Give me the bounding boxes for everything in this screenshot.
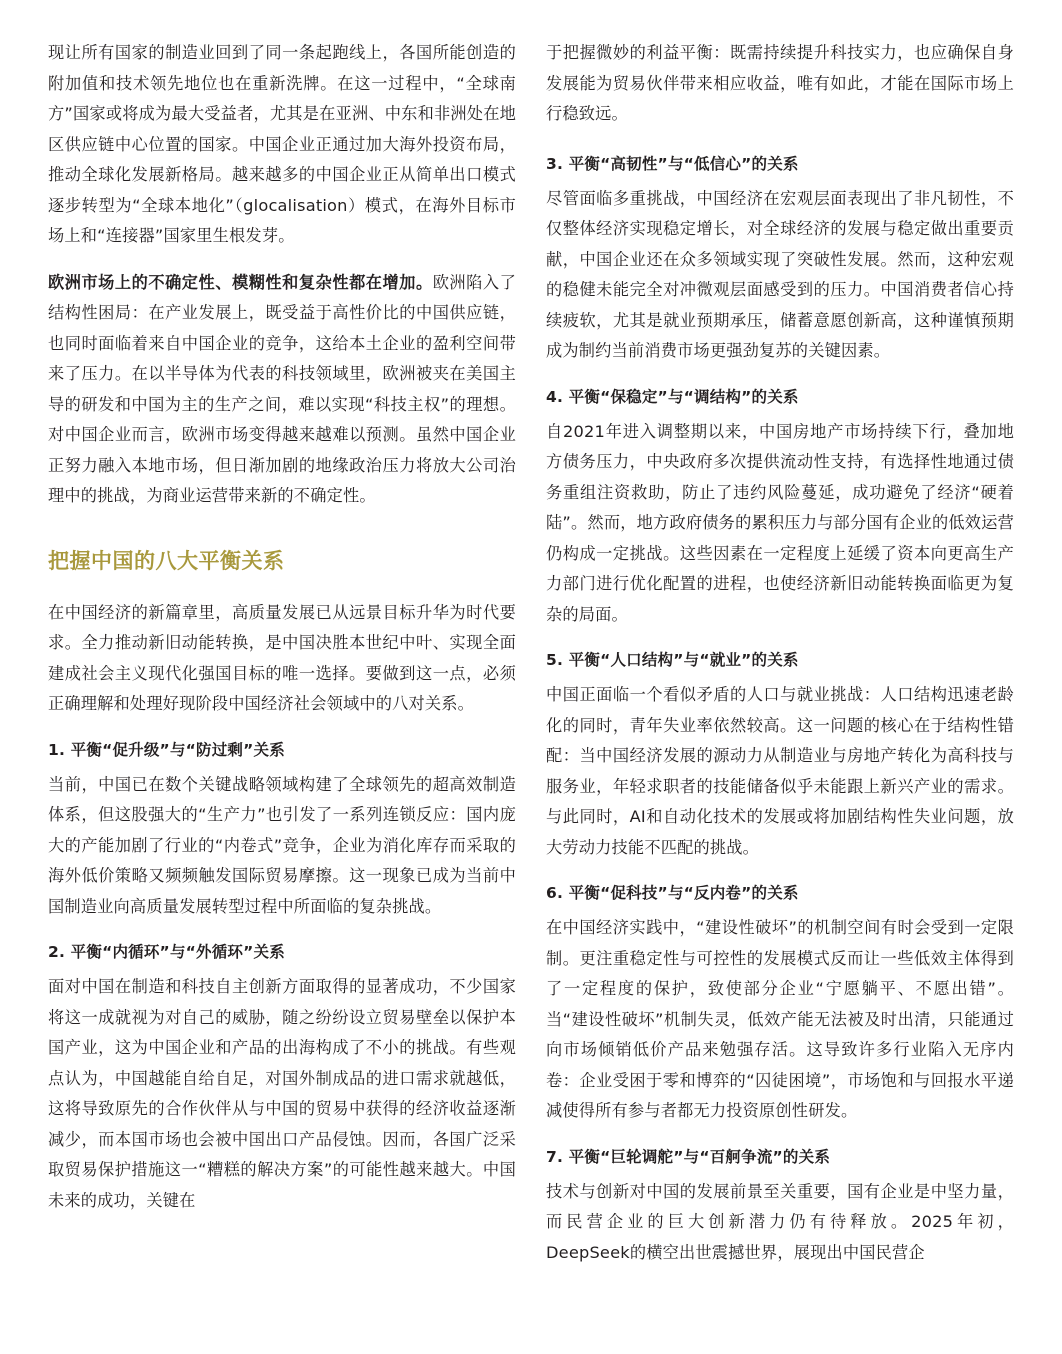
continued-paragraph: 于把握微妙的利益平衡：既需持续提升科技实力，也应确保自身发展能为贸易伙伴带来相应收益，唯有如此，才能在国际市场上行稳致远。 <box>546 43 1014 123</box>
body-paragraph: 现让所有国家的制造业回到了同一条起跑线上，各国所能创造的附加值和技术领先地位也在重新洗牌。在这一过程中，“全球南方”国家或将成为最大受益者，尤其是在亚洲、中东和非洲处在地区供应链中心位置的国家。中国企业正通过加大海外投资布局，推动全球化发展新格局。越来越多的中国企业正从简单出口模式逐步转型为“全球本地化”（glocalisation）模式，在海外目标市场上和“连接器”国家里生根发芽。 <box>48 43 516 245</box>
subheading-7-body: 技术与创新对中国的发展前景至关重要，国有企业是中坚力量，而民营企业的巨大创新潜力仍有待释放。2025年初，DeepSeek的横空出世震撼世界，展现出中国民营企 <box>546 1181 1014 1262</box>
subheading-1-body: 当前，中国已在数个关键战略领域构建了全球领先的超高效制造体系，但这股强大的“生产力”也引发了一系列连锁反应：国内庞大的产能加剧了行业的“内卷式”竞争，企业为消化库存而采取的海外低价策略又频频触发国际贸易摩擦。这一现象已成为当前中国制造业向高质量发展转型过程中所面临的复杂挑战。 <box>48 774 516 916</box>
paragraph-lead: 欧洲市场上的不确定性、模糊性和复杂性都在增加。 <box>48 272 433 292</box>
subheading-2-body: 面对中国在制造和科技自主创新方面取得的显著成功，不少国家将这一成就视为对自己的威胁，随之纷纷设立贸易壁垒以保护本国产业，这为中国企业和产品的出海构成了不小的挑战。有些观点认为，中国越能自给自足，对国外制成品的进口需求就越低，这将导致原先的合作伙伴从与中国的贸易中获得的经济收益逐渐减少，而本国市场也会被中国出口产品侵蚀。因而，各国广泛采取贸易保护措施这一“糟糕的解决方案”的可能性越来越大。中国未来的成功，关键在 <box>48 977 516 1210</box>
subheading-3-body: 尽管面临多重挑战，中国经济在宏观层面表现出了非凡韧性，不仅整体经济实现稳定增长，对全球经济的发展与稳定做出重要贡献，中国企业还在众多领域实现了突破性发展。然而，这种宏观的稳健未能完全对冲微观层面感受到的压力。中国消费者信心持续疲软，尤其是就业预期承压，储蓄意愿创新高，这种谨慎预期成为制约当前消费市场更强劲复苏的关键因素。 <box>546 188 1014 360</box>
subheading-3: 3. 平衡“高韧性”与“低信心”的关系 <box>546 154 799 173</box>
section-intro: 在中国经济的新篇章里，高质量发展已从远景目标升华为时代要求。全力推动新旧动能转换，是中国决胜本世纪中叶、实现全面建成社会主义现代化强国目标的唯一选择。要做到这一点，必须正确理解和处理好现阶段中国经济社会领域中的八对关系。 <box>48 602 516 713</box>
subheading-4: 4. 平衡“保稳定”与“调结构”的关系 <box>546 387 799 406</box>
subheading-5: 5. 平衡“人口结构”与“就业”的关系 <box>546 651 799 669</box>
subheading-6-body: 在中国经济实践中，“建设性破坏”的机制空间有时会受到一定限制。更注重稳定性与可控性的发展模式反而让一些低效主体得到了一定程度的保护，致使部分企业“宁愿躺平、不愿出错”。当“建设性破坏”机制失灵，低效产能无法被及时出清，只能通过向市场倾销低价产品来勉强存活。这导致许多行业陷入无序内卷：企业受困于零和博弈的“囚徒困境”，市场饱和与回报水平递减使得所有参与者都无力投资原创性研发。 <box>546 918 1014 1120</box>
subheading-6: 6. 平衡“促科技”与“反内卷”的关系 <box>546 884 799 902</box>
section-title: 把握中国的八大平衡关系 <box>48 548 285 573</box>
subheading-7: 7. 平衡“巨轮调舵”与“百舸争流”的关系 <box>546 1147 831 1166</box>
left-column <box>48 38 516 1216</box>
europe-paragraph <box>48 268 516 512</box>
subheading-1: 1. 平衡“促升级”与“防过剩”关系 <box>48 740 285 759</box>
subheading-5-body: 中国正面临一个看似矛盾的人口与就业挑战：人口结构迅速老龄化的同时，青年失业率依然较高。这一问题的核心在于结构性错配：当中国经济发展的源动力从制造业与房地产转化为高科技与服务业，年轻求职者的技能储备似乎未能跟上新兴产业的需求。与此同时，AI和自动化技术的发展或将加剧结构性失业问题，放大劳动力技能不匹配的挑战。 <box>546 685 1014 857</box>
subheading-4-body: 自2021年进入调整期以来，中国房地产市场持续下行，叠加地方债务压力，中央政府多次提供流动性支持，有选择性地通过债务重组注资救助，防止了违约风险蔓延，成功避免了经济“硬着陆”。然而，地方政府债务的累积压力与部分国有企业的低效运营仍构成一定挑战。这些因素在一定程度上延缓了资本向更高生产力部门进行优化配置的进程，也使经济新旧动能转换面临更为复杂的局面。 <box>546 421 1014 624</box>
right-column <box>546 38 1014 1268</box>
paragraph-body: 欧洲陷入了结构性困局：在产业发展上，既受益于高性价比的中国供应链，也同时面临着来自中国企业的竞争，这给本土企业的盈利空间带来了压力。在以半导体为代表的科技领域里，欧洲被夹在美国主导的研发和中国为主的生产之间，难以实现“科技主权”的理想。对中国企业而言，欧洲市场变得越来越难以预测。虽然中国企业正努力融入本地市场，但日渐加剧的地缘政治压力将放大公司治理中的挑战，为商业运营带来新的不确定性。 <box>48 272 516 505</box>
subheading-2: 2. 平衡“内循环”与“外循环”关系 <box>48 943 285 961</box>
